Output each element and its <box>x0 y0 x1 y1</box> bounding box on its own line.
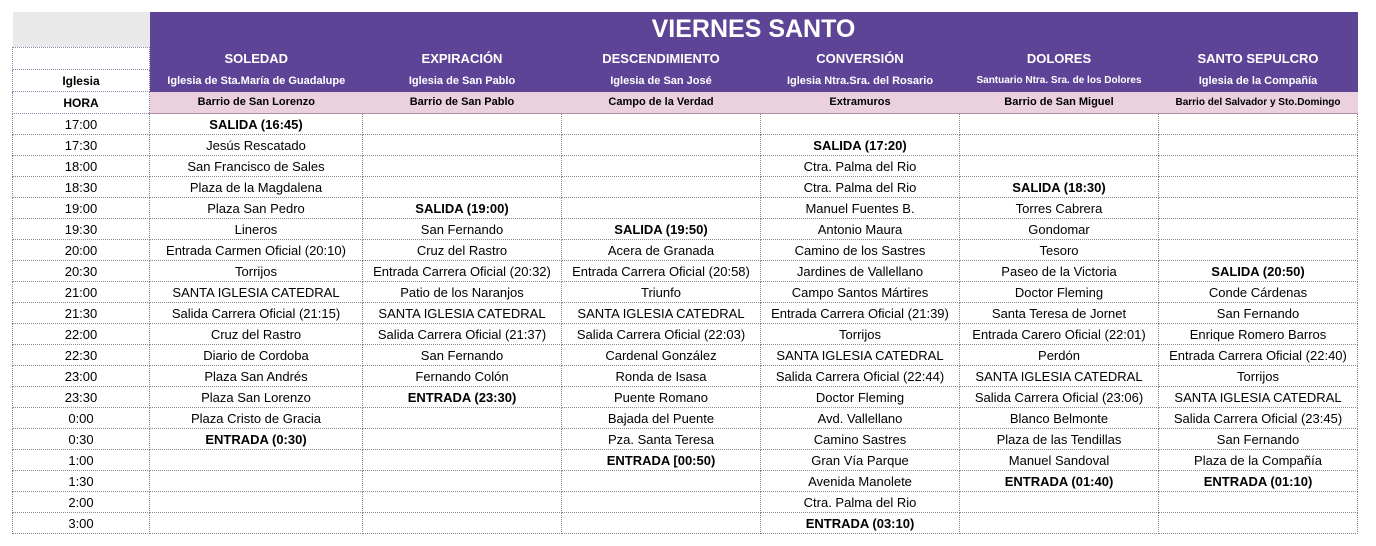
route-cell: Manuel Sandoval <box>960 450 1159 471</box>
table-row <box>13 450 1358 471</box>
route-cell: SANTA IGLESIA CATEDRAL <box>1159 387 1358 408</box>
route-cell: SALIDA (18:30) <box>960 177 1159 198</box>
route-cell: Salida Carrera Oficial (23:06) <box>960 387 1159 408</box>
route-cell: San Francisco de Sales <box>150 156 363 177</box>
route-cell <box>960 156 1159 177</box>
route-cell: SANTA IGLESIA CATEDRAL <box>562 303 761 324</box>
route-cell: Salida Carrera Oficial (21:37) <box>363 324 562 345</box>
barrio-name: Barrio de San Pablo <box>363 92 562 114</box>
route-cell: Santa Teresa de Jornet <box>960 303 1159 324</box>
route-cell <box>363 408 562 429</box>
table-row <box>13 198 1358 219</box>
route-cell: ENTRADA (01:40) <box>960 471 1159 492</box>
route-cell: San Fernando <box>363 345 562 366</box>
route-cell <box>562 492 761 513</box>
route-cell: Tesoro <box>960 240 1159 261</box>
route-cell: ENTRADA [00:50) <box>562 450 761 471</box>
route-cell: San Fernando <box>363 219 562 240</box>
route-cell: Fernando Colón <box>363 366 562 387</box>
schedule-table <box>12 12 1358 534</box>
table-row <box>13 513 1358 534</box>
route-cell: Ctra. Palma del Rio <box>761 156 960 177</box>
route-cell <box>562 114 761 135</box>
hora-cell: 17:30 <box>13 135 150 156</box>
route-cell: San Fernando <box>1159 429 1358 450</box>
route-cell: Cardenal González <box>562 345 761 366</box>
route-cell <box>363 114 562 135</box>
table-row <box>13 387 1358 408</box>
route-cell: Jesús Rescatado <box>150 135 363 156</box>
route-cell: Paseo de la Victoria <box>960 261 1159 282</box>
route-cell: Perdón <box>960 345 1159 366</box>
table-row <box>13 345 1358 366</box>
route-cell: SALIDA (19:50) <box>562 219 761 240</box>
table-row <box>13 366 1358 387</box>
hora-cell: 18:30 <box>13 177 150 198</box>
route-cell <box>1159 240 1358 261</box>
route-cell: SANTA IGLESIA CATEDRAL <box>363 303 562 324</box>
route-cell <box>562 471 761 492</box>
route-cell <box>1159 198 1358 219</box>
barrio-row <box>13 92 1358 114</box>
route-cell: Puente Romano <box>562 387 761 408</box>
cofradia-name: SANTO SEPULCRO <box>1159 48 1358 70</box>
route-cell <box>363 156 562 177</box>
cofradia-name: SOLEDAD <box>150 48 363 70</box>
route-cell: Plaza San Andrés <box>150 366 363 387</box>
route-cell: Plaza San Lorenzo <box>150 387 363 408</box>
route-cell <box>363 492 562 513</box>
route-cell: Doctor Fleming <box>960 282 1159 303</box>
hora-cell: 20:30 <box>13 261 150 282</box>
hora-cell: 22:30 <box>13 345 150 366</box>
barrio-name: Barrio de San Lorenzo <box>150 92 363 114</box>
route-cell: Plaza San Pedro <box>150 198 363 219</box>
route-cell: Lineros <box>150 219 363 240</box>
route-cell <box>363 177 562 198</box>
route-cell <box>1159 114 1358 135</box>
table-row <box>13 324 1358 345</box>
route-cell <box>363 513 562 534</box>
route-cell <box>150 492 363 513</box>
page-title: VIERNES SANTO <box>150 12 1358 48</box>
route-cell <box>150 450 363 471</box>
route-cell <box>150 471 363 492</box>
route-cell: SALIDA (20:50) <box>1159 261 1358 282</box>
cofradia-name: CONVERSIÓN <box>761 48 960 70</box>
route-cell: Campo Santos Mártires <box>761 282 960 303</box>
route-cell: Torrijos <box>761 324 960 345</box>
barrio-name: Campo de la Verdad <box>562 92 761 114</box>
barrio-name: Extramuros <box>761 92 960 114</box>
hora-label: HORA <box>13 92 150 114</box>
table-row <box>13 261 1358 282</box>
route-cell <box>960 492 1159 513</box>
hora-cell: 20:00 <box>13 240 150 261</box>
route-cell: Ronda de Isasa <box>562 366 761 387</box>
iglesia-name: Iglesia de la Compañía <box>1159 70 1358 92</box>
hora-cell: 23:00 <box>13 366 150 387</box>
route-cell: SALIDA (16:45) <box>150 114 363 135</box>
iglesia-name: Iglesia Ntra.Sra. del Rosario <box>761 70 960 92</box>
table-row <box>13 177 1358 198</box>
iglesia-name: Iglesia de Sta.María de Guadalupe <box>150 70 363 92</box>
route-cell <box>562 135 761 156</box>
route-cell: Entrada Carrera Oficial (20:32) <box>363 261 562 282</box>
route-cell: Acera de Granada <box>562 240 761 261</box>
route-cell <box>562 156 761 177</box>
title-row <box>13 12 1358 48</box>
route-cell <box>562 198 761 219</box>
route-cell: Enrique Romero Barros <box>1159 324 1358 345</box>
route-cell: Salida Carrera Oficial (22:44) <box>761 366 960 387</box>
empty-label-cell <box>13 48 150 70</box>
route-cell: San Fernando <box>1159 303 1358 324</box>
route-cell: Jardines de Vallellano <box>761 261 960 282</box>
hora-cell: 18:00 <box>13 156 150 177</box>
route-cell: Blanco Belmonte <box>960 408 1159 429</box>
route-cell <box>150 513 363 534</box>
table-row <box>13 156 1358 177</box>
route-cell: SALIDA (19:00) <box>363 198 562 219</box>
cofradia-name: EXPIRACIÓN <box>363 48 562 70</box>
route-cell: Ctra. Palma del Rio <box>761 492 960 513</box>
route-cell: Diario de Cordoba <box>150 345 363 366</box>
cofradia-row <box>13 48 1358 70</box>
route-cell: Entrada Carrera Oficial (22:40) <box>1159 345 1358 366</box>
route-cell: ENTRADA (01:10) <box>1159 471 1358 492</box>
hora-cell: 17:00 <box>13 114 150 135</box>
hora-cell: 22:00 <box>13 324 150 345</box>
hora-cell: 1:30 <box>13 471 150 492</box>
table-row <box>13 492 1358 513</box>
route-cell <box>1159 177 1358 198</box>
route-cell: Triunfo <box>562 282 761 303</box>
route-cell: Plaza Cristo de Gracia <box>150 408 363 429</box>
route-cell: Avenida Manolete <box>761 471 960 492</box>
route-cell: Bajada del Puente <box>562 408 761 429</box>
hora-cell: 21:00 <box>13 282 150 303</box>
route-cell: Patio de los Naranjos <box>363 282 562 303</box>
hora-cell: 1:00 <box>13 450 150 471</box>
hora-cell: 0:00 <box>13 408 150 429</box>
iglesia-name: Iglesia de San José <box>562 70 761 92</box>
table-row <box>13 114 1358 135</box>
route-cell <box>363 471 562 492</box>
route-cell: Plaza de la Magdalena <box>150 177 363 198</box>
route-cell <box>1159 219 1358 240</box>
hora-cell: 19:30 <box>13 219 150 240</box>
barrio-name: Barrio de San Miguel <box>960 92 1159 114</box>
route-cell <box>1159 513 1358 534</box>
route-cell <box>960 513 1159 534</box>
table-row <box>13 429 1358 450</box>
route-cell: Entrada Carrera Oficial (21:39) <box>761 303 960 324</box>
route-cell: SANTA IGLESIA CATEDRAL <box>150 282 363 303</box>
table-row <box>13 135 1358 156</box>
cofradia-name: DOLORES <box>960 48 1159 70</box>
hora-cell: 21:30 <box>13 303 150 324</box>
route-cell: ENTRADA (23:30) <box>363 387 562 408</box>
route-cell: Antonio Maura <box>761 219 960 240</box>
route-cell: Torrijos <box>150 261 363 282</box>
route-cell: Doctor Fleming <box>761 387 960 408</box>
table-row <box>13 303 1358 324</box>
cofradia-name: DESCENDIMIENTO <box>562 48 761 70</box>
table-row <box>13 219 1358 240</box>
route-cell: Salida Carrera Oficial (21:15) <box>150 303 363 324</box>
route-cell: Entrada Carero Oficial (22:01) <box>960 324 1159 345</box>
route-cell <box>1159 135 1358 156</box>
route-cell: Gondomar <box>960 219 1159 240</box>
corner-cell <box>13 12 150 48</box>
route-cell <box>363 135 562 156</box>
hora-cell: 19:00 <box>13 198 150 219</box>
route-cell <box>960 114 1159 135</box>
route-cell <box>960 135 1159 156</box>
iglesia-label: Iglesia <box>13 70 150 92</box>
route-cell: Entrada Carmen Oficial (20:10) <box>150 240 363 261</box>
route-cell <box>363 450 562 471</box>
hora-cell: 0:30 <box>13 429 150 450</box>
route-cell: Torres Cabrera <box>960 198 1159 219</box>
route-cell: SALIDA (17:20) <box>761 135 960 156</box>
route-cell: ENTRADA (03:10) <box>761 513 960 534</box>
route-cell: Plaza de la Compañía <box>1159 450 1358 471</box>
iglesia-row <box>13 70 1358 92</box>
route-cell: Salida Carrera Oficial (23:45) <box>1159 408 1358 429</box>
route-cell: Torrijos <box>1159 366 1358 387</box>
table-row <box>13 471 1358 492</box>
iglesia-name: Iglesia de San Pablo <box>363 70 562 92</box>
route-cell: Ctra. Palma del Rio <box>761 177 960 198</box>
route-cell <box>363 429 562 450</box>
table-row <box>13 240 1358 261</box>
route-cell: Avd. Vallellano <box>761 408 960 429</box>
table-row <box>13 282 1358 303</box>
iglesia-name: Santuario Ntra. Sra. de los Dolores <box>960 70 1159 92</box>
route-cell <box>1159 492 1358 513</box>
table-row <box>13 408 1358 429</box>
route-cell: Salida Carrera Oficial (22:03) <box>562 324 761 345</box>
barrio-name: Barrio del Salvador y Sto.Domingo <box>1159 92 1358 114</box>
route-cell: Camino de los Sastres <box>761 240 960 261</box>
route-cell: Plaza de las Tendillas <box>960 429 1159 450</box>
route-cell: Gran Vía Parque <box>761 450 960 471</box>
hora-cell: 23:30 <box>13 387 150 408</box>
hora-cell: 3:00 <box>13 513 150 534</box>
route-cell <box>562 177 761 198</box>
route-cell: Cruz del Rastro <box>150 324 363 345</box>
route-cell: Camino Sastres <box>761 429 960 450</box>
route-cell: Conde Cárdenas <box>1159 282 1358 303</box>
route-cell: Manuel Fuentes B. <box>761 198 960 219</box>
route-cell: SANTA IGLESIA CATEDRAL <box>960 366 1159 387</box>
hora-cell: 2:00 <box>13 492 150 513</box>
route-cell: Pza. Santa Teresa <box>562 429 761 450</box>
route-cell <box>761 114 960 135</box>
route-cell <box>1159 156 1358 177</box>
route-cell: Entrada Carrera Oficial (20:58) <box>562 261 761 282</box>
route-cell <box>562 513 761 534</box>
route-cell: SANTA IGLESIA CATEDRAL <box>761 345 960 366</box>
route-cell: Cruz del Rastro <box>363 240 562 261</box>
route-cell: ENTRADA (0:30) <box>150 429 363 450</box>
